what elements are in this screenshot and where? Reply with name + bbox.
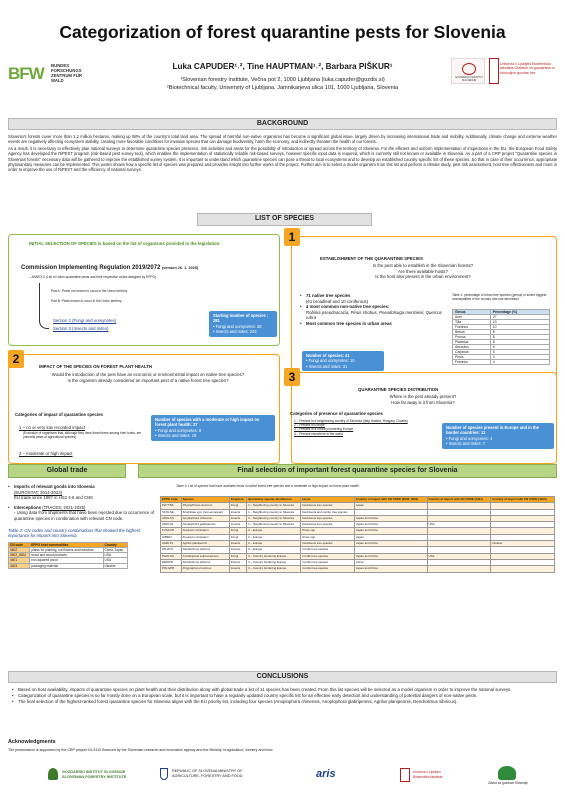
- final-table-cell: Insects: [229, 547, 246, 553]
- distribution-count-box: Number of species present in Europe and in the border countries: 11 • Fungi and oomycetes: 4 • Insects and mites: 7: [442, 423, 554, 449]
- final-table-cell: Conifer tree species: [301, 559, 355, 565]
- distribution-categories-title: Categories of presence of quarantine species: [290, 411, 383, 416]
- final-table-cell: Pinus spp.: [301, 528, 355, 534]
- aris-logo: aris: [316, 768, 336, 780]
- final-table-cell: Conifer tree species: [301, 566, 355, 572]
- initial-selection-panel: [8, 234, 280, 346]
- final-table-cell: Fungi: [229, 528, 246, 534]
- gis-footer-logo: GOZDARSKI INSTITUT SLOVENIJE SLOVENIAN FORESTRY INSTITUTE: [62, 770, 127, 779]
- final-table-cell: Japan and China: [354, 528, 427, 534]
- table-2-caption: Table 2: CN codes and country combinations that showed the highest importance for imports into Slovenia.: [8, 527, 140, 539]
- final-table-cell: AGRLPL: [161, 541, 182, 547]
- final-table-cell: ANOLGL: [161, 522, 182, 528]
- conclusion-3: • The final selection of the highest-ranked forest quarantine species for Slovenia aligns with the EU priority list, including four species (Anoplophora chinensis, Anoplophora glabripennis, Agrilus planipennis, Dendrolimus sibiricus).: [12, 699, 554, 705]
- final-table-cell: 3 – Country bordering Europe: [247, 559, 301, 565]
- final-table-cell: PHOLSU: [161, 553, 182, 559]
- final-table-cell: Deciduous and conifer tree species: [301, 509, 355, 515]
- conclusions-heading: CONCLUSIONS: [8, 671, 557, 683]
- urban-table-cell: Fraxinus: [453, 360, 491, 365]
- final-table-cell: PHYTRA: [161, 503, 182, 509]
- final-table-cell: ATLRTO: [161, 547, 182, 553]
- final-table-cell: Agrilus planipennis: [181, 541, 229, 547]
- acknowledgments-text: The presentation is supported by the CRP project V4-2410 financed by the Slovenian research and innovation agency and the Ministry of agriculture, forestry and food.: [8, 748, 274, 752]
- urban-table-cell: Aesculus: [453, 345, 491, 350]
- establishment-title: ESTABLISHMENT OF THE QUARANTINE SPECIES: [320, 256, 423, 261]
- background-para-1: Slovenia's forests cover more than 1,2 million hectares, making up 58% of the country's total land area. The spread of harmful non-native organisms has become a significant global issue, largely driven by increasing international trade and mobility. Additionally, climate change and extreme weather events are negatively affecting ecosystem stability, creating more favorable conditions for invasive species that can damage biodiversity, harm the economy, and indirectly threaten the health of our forests.: [8, 134, 557, 145]
- affiliation-1: ¹Slovenian forestry institute, Večna pot 2, 1000 Ljubljana (luka.capuder@gozdis.si): [180, 77, 385, 83]
- final-table-cell: Deciduous tree species: [301, 541, 355, 547]
- final-table-cell: Coniferiporia sulphurascens: [181, 553, 229, 559]
- host-item-urban: • Most common tree species in urban areas: [300, 321, 450, 327]
- uni-crest-icon: [489, 58, 499, 84]
- host-item-native: • 71 native tree species (61 broadleaf and 10 coniferous): [300, 293, 450, 304]
- initial-total: Starting number of species : 281: [213, 313, 269, 324]
- cn-table-cell: wood and wood products: [30, 553, 103, 558]
- cn-header-cell: Country: [103, 542, 127, 547]
- final-table-cell: 3 – Country bordering Europe: [247, 566, 301, 572]
- final-table-cell: Dendrolimus sibiricus: [181, 559, 229, 565]
- global-trade-panel: [8, 478, 158, 663]
- impact-categories-title: Categories of impact of quarantine species: [15, 412, 103, 417]
- final-table-cell: Conifer tree species: [301, 553, 355, 559]
- final-table-cell: Fungi: [229, 553, 246, 559]
- final-table-cell: 1 – Neighboring country to Slovenia: [247, 515, 301, 521]
- uni-footer-crest-icon: [400, 768, 410, 782]
- final-table-cell: Anoplophora chinensis: [181, 515, 229, 521]
- final-header-cell: Species: [181, 497, 229, 503]
- urban-table-cell: 10: [490, 325, 549, 330]
- final-table-cell: [491, 566, 555, 572]
- final-table-cell: 2 – Europe: [247, 528, 301, 534]
- final-table-cell: Japan and China: [354, 522, 427, 528]
- final-table-cell: Fungi: [229, 503, 246, 509]
- zavod-logo: Zavod za gozdove Slovenije: [488, 781, 528, 785]
- authors: Luka CAPUDER¹˒², Tine HAUPTMAN¹˒², Barbara PIŠKUR¹: [172, 62, 393, 71]
- conclusion-2: • Categorization of quarantine species is so far mostly done on a European scale, but it is important to have a regularly updated country specific list for an effective early detection and understanding of potential dangers of non-native pests.: [12, 693, 554, 699]
- urban-table-cell: Betula: [453, 330, 491, 335]
- cn-table-cell: 0602_0604: [9, 553, 30, 558]
- final-header-cell: Country of import with CN CODE (4403): [491, 497, 555, 503]
- final-table-cell: Fungi: [229, 534, 246, 540]
- background-text: [8, 134, 557, 173]
- distribution-categories: 1 – Present in a neighboring country of Slovenia (Italy, Austria, Hungary, Croatia) 2 – Present in Europe 3 – Present in a country bordering Europe 4 – Present elsewhere in the world: [294, 419, 408, 436]
- global-trade-heading: Global trade: [8, 464, 126, 478]
- conclusion-1: • Based on host availability, impacts of quarantine species on plant health and their distribution along with global trade a list of 11 species has been created. From this list species will be selected as a model organism in order to improve the national surveys.: [12, 687, 554, 693]
- urban-table-row: [453, 360, 550, 365]
- affiliations: [110, 77, 455, 93]
- list-of-species-heading: LIST OF SPECIES: [197, 213, 372, 226]
- final-table-cell: Fusarium circinatum: [181, 528, 229, 534]
- initial-count-box: [209, 311, 277, 337]
- acknowledgments-heading: Acknowledgments: [8, 739, 56, 745]
- cn-table-cell: plants for planting, cut flowers and branches: [30, 547, 103, 552]
- final-table-cell: 2 – Europe: [247, 534, 301, 540]
- final-table-cell: ANOLCN: [161, 515, 182, 521]
- final-table-cell: POLGPB: [161, 566, 182, 572]
- section-3-text: Section 3 (Insects and mites): [53, 326, 109, 331]
- final-table-cell: Japan and China: [354, 515, 427, 521]
- background-heading: BACKGROUND: [8, 118, 557, 130]
- slovenia-crest-icon: [160, 768, 168, 780]
- distribution-panel: [291, 372, 557, 464]
- urban-table-cell: Acer: [453, 315, 491, 320]
- part-a-text: Part A : Pests not known to occur in the Union territory: [51, 289, 128, 293]
- tree-icon: [462, 63, 476, 75]
- final-table-cell: Phytophthora ramorum: [181, 503, 229, 509]
- conclusions-list: [12, 687, 554, 704]
- impact-panel: [8, 354, 280, 464]
- cn-table-cell: packaging material: [30, 563, 103, 568]
- step-3-badge: 3: [284, 368, 300, 386]
- final-header-cell: Quarantine species distribution: [247, 497, 301, 503]
- final-table-cell: Ukraine: [491, 541, 555, 547]
- step-2-badge: 2: [8, 350, 24, 368]
- part-b-text: Part B: Pests known to occur in the Union territory: [51, 299, 122, 303]
- urban-header-cell: Percentage (%): [490, 310, 549, 315]
- cn-header-cell: CN code: [9, 542, 30, 547]
- initial-selection-title: INITIAL SELECTION OF SPECIES is based on the list of organisms provided in the legislation:: [29, 241, 221, 246]
- establishment-panel: [291, 236, 557, 381]
- host-item-nonnative: • 4 most common non-native tree species: Robinia pseudoacacia, Pinus strobus, Pseudotsuga menziesii, Quercus rubra: [300, 304, 450, 321]
- table-3-caption: Table 3: List of species that have available hosts in native forest tree species and a moderate or high impact on forest plant health: [176, 484, 359, 488]
- cn-code-table: [8, 542, 128, 569]
- section-2-text: Section 2 (Fungi and oomycetes): [53, 318, 117, 323]
- urban-table-cell: 8: [490, 335, 549, 340]
- urban-table-cell: Tilia: [453, 320, 491, 325]
- background-para-2: As a result, it is necessary to effectively plan national surveys to determine quarantine species presence, risk activities and areas for the possibility of introduction or spread across the territory of Slovenia. For the efficient and uniform implementation of inspections in the EU, the European Food Safety Agency has developed the RiPEST program (risk-based pest survey tool), which enables the implementation of statistically reliable risk-based surveys, however specific input data is required, which is currently still not known or available in Slovenia. As a part of a CRP project "Quarantine species in Slovenian forests" necessary data will be gathered to improve the established survey system. It is important to understand which quarantine species can pose a threat to local ecosystems and to develop an established country specific list of these species. So that in case of their occurrence, appropriate phytosanitary measures can be implemented. This poster shows how a specific list of species was prepared and provides insight into further works of the project. Further aim is to select a model organism from this list and perform a climate study, pest risk assessment, host tree effectiveness and more in order to improve the use of RiPEST and the efficiency of national surveys.: [8, 145, 557, 173]
- final-header-cell: Country of import with CN CODE (4401): [427, 497, 491, 503]
- final-table-cell: 1 – Neighboring country to Slovenia: [247, 503, 301, 509]
- urban-table-cell: 4: [490, 355, 549, 360]
- cn-header-cell: EPPO host commodities: [30, 542, 103, 547]
- urban-table-cell: 4: [490, 360, 549, 365]
- final-table-cell: DENDSI: [161, 559, 182, 565]
- final-table-cell: Anoplophora glabripennis: [181, 522, 229, 528]
- urban-table-cell: Platanus: [453, 340, 491, 345]
- final-table-cell: 1 – Neighboring country to Slovenia: [247, 509, 301, 515]
- impact-count-box: Number of species with a moderate or high impact on forest plant health: 27 • Fungi and oomycetes: 8 • Insects and mites: 19: [151, 415, 275, 441]
- final-species-table: [160, 496, 555, 573]
- final-table-cell: Insects: [229, 541, 246, 547]
- trade-interceptions: • Interceptions (TRACES; 2021-2025) - Using data from shipments that have been rejected due to occurrence of quarantine species in combination with relevant CN code.: [8, 505, 158, 522]
- impact-title: IMPACT OF THE SPECIES ON FOREST PLANT HEALTH: [39, 364, 152, 369]
- affiliation-2: ²Biotechnical faculty, University of Ljubljana, Jamnikarjeva ulica 101, 1000 Ljubljana, Slovenia: [166, 84, 399, 91]
- final-table-cell: [427, 566, 491, 572]
- bracket-arrow-icon: [39, 283, 49, 329]
- initial-fungi: • Fungi and oomycetes: 38: [213, 323, 262, 329]
- cn-table-cell: 0602: [9, 547, 30, 552]
- urban-header-cell: Genus: [453, 310, 491, 315]
- final-table-cell: Japan and China: [354, 541, 427, 547]
- urban-table-cell: 6: [490, 350, 549, 355]
- final-table-cell: Japan: [354, 503, 427, 509]
- final-table-cell: China: [354, 559, 427, 565]
- final-table-cell: Insects: [229, 522, 246, 528]
- cn-table-cell: USA: [103, 558, 127, 563]
- final-table-cell: Japan and China: [354, 553, 427, 559]
- distribution-title: QUARANTINE SPECIES DISTRIBUTION: [358, 387, 439, 392]
- cn-table-cell: non-squared wood: [30, 558, 103, 563]
- urban-table-cell: 27: [490, 315, 549, 320]
- final-table-row: [161, 566, 555, 572]
- host-list: [300, 293, 450, 327]
- uni-header-text: Univerza v Ljubljani Biotehniška fakulteta Oddelek za gozdarstvo in obnovljive gozdne vire: [500, 62, 556, 75]
- impact-cat-2: 2 – moderate or high impact: [19, 451, 73, 456]
- zavod-tree-icon: [498, 766, 516, 780]
- final-table-cell: Deciduous tree species: [301, 503, 355, 509]
- establishment-count-box: Number of species: 41 • Fungi and oomycetes: 10 • Insects and mites: 31: [302, 351, 384, 371]
- bfw-logo-text: BUNDES FORSCHUNGS ZENTRUM FÜR WALD: [51, 63, 83, 83]
- cn-table-cell: 4403: [9, 563, 30, 568]
- urban-table-cell: 13: [490, 320, 549, 325]
- final-table-cell: Dendrolimus sibiricus: [181, 547, 229, 553]
- final-table-cell: Japan: [354, 534, 427, 540]
- initial-insects: • Insects and mites: 243: [213, 329, 257, 335]
- cn-table-cell: USA: [103, 553, 127, 558]
- cn-table-cell: China, Japan: [103, 547, 127, 552]
- urban-table-cell: Fraxinus: [453, 325, 491, 330]
- final-table-cell: Fusarium circinatum: [181, 534, 229, 540]
- trade-list: [8, 484, 158, 522]
- urban-table-cell: Carpinus: [453, 350, 491, 355]
- final-table-cell: Insects: [229, 509, 246, 515]
- trade-imports: • Imports of relevant goods into Slovenia (EUROSTAT; 2014-2023) EU trade since 1997 in HS2 4-6 and CN8: [8, 484, 158, 501]
- final-table-cell: Deciduous tree species: [301, 522, 355, 528]
- final-table-cell: Insects: [229, 566, 246, 572]
- final-table-cell: Pinus spp.: [301, 534, 355, 540]
- urban-table-cell: 6: [490, 345, 549, 350]
- uni-footer-logo: Univerza v Ljubljani Biotehniška fakulteta: [413, 770, 443, 779]
- final-table-cell: Polygraphus proximus: [181, 566, 229, 572]
- final-table-cell: Deciduous tree species: [301, 515, 355, 521]
- final-table-cell: Conifer tree species: [301, 547, 355, 553]
- gis-footer-tree-icon: [48, 768, 58, 780]
- final-header-cell: Country of import with CN CODE (0602_0604): [354, 497, 427, 503]
- impact-cat-1: 1 – no or very low recorded impact: [19, 425, 85, 430]
- table-1-caption: Table 1: percentage of urban tree species (genus) in seven biggest municipalities in the country and one arboretum: [452, 293, 547, 302]
- urban-table-cell: 8: [490, 330, 549, 335]
- final-table-cell: Insects: [229, 515, 246, 521]
- final-table-cell: 2 – Europe: [247, 547, 301, 553]
- urban-tree-table: [452, 309, 550, 365]
- final-table-cell: 3 – Country bordering Europe: [247, 553, 301, 559]
- final-table-cell: SCOLSE: [161, 509, 182, 515]
- final-table-cell: FUSACR: [161, 528, 182, 534]
- bfw-logo: [8, 62, 108, 88]
- final-table-cell: Scolytinae spp. (non-european): [181, 509, 229, 515]
- urban-table-cell: Prunus: [453, 335, 491, 340]
- distribution-questions: Where is the pest already present? How far away is it from Slovenia?: [389, 394, 457, 405]
- establishment-questions: Is the pest able to establish in the Slovenian forests? Are there available hosts? Is the host also present in the urban environment?: [372, 263, 474, 280]
- cn-table-cell: 4401: [9, 558, 30, 563]
- final-table-cell: 1 – Neighboring country to Slovenia: [247, 522, 301, 528]
- logo-caption: GOZDARSKI INSTITUT SLOVENIJE: [455, 76, 483, 82]
- final-table-cell: Japan and China: [354, 566, 427, 572]
- impact-cat-1-note: (Exclusion of organisms that, although they have forest trees among their hosts, are primarily pests of agricultural species): [23, 431, 142, 440]
- annex-text: – ANNEX II (List of Union quarantine pests and their respective codes assigned by EPPO): [29, 275, 157, 279]
- final-table-cell: Insects: [229, 559, 246, 565]
- step-1-badge: 1: [284, 228, 300, 246]
- gis-header-logo: [451, 58, 485, 84]
- bfw-logo-mark: BFW: [8, 64, 44, 83]
- final-table-cell: USA: [427, 522, 491, 528]
- final-selection-heading: Final selection of important forest quarantine species for Slovenia: [138, 464, 557, 478]
- urban-table-cell: Pinus: [453, 355, 491, 360]
- ministry-logo: REPUBLIC OF SLOVENIA MINISTRY OF AGRICULTURE, FORESTRY AND FOOD: [172, 769, 243, 778]
- final-table-cell: GIBBCI: [161, 534, 182, 540]
- final-header-cell: Kingdom: [229, 497, 246, 503]
- cn-table-row: [9, 563, 128, 568]
- regulation-title: Commission Implementing Regulation 2019/2072 (version 26. 1. 2025): [21, 265, 199, 271]
- urban-table-cell: 8: [490, 340, 549, 345]
- final-table-cell: 2 – Europe: [247, 541, 301, 547]
- final-header-cell: Hosts: [301, 497, 355, 503]
- final-table-cell: USA: [427, 553, 491, 559]
- cn-table-cell: Ukraine: [103, 563, 127, 568]
- poster-title: Categorization of forest quarantine pests for Slovenia: [59, 22, 506, 42]
- final-header-cell: EPPO code: [161, 497, 182, 503]
- impact-questions: Would the introduction of the pest have an economic or environmental impact on native tree species? Is the organism already considered an important pest of a native forest tree species?: [51, 372, 245, 383]
